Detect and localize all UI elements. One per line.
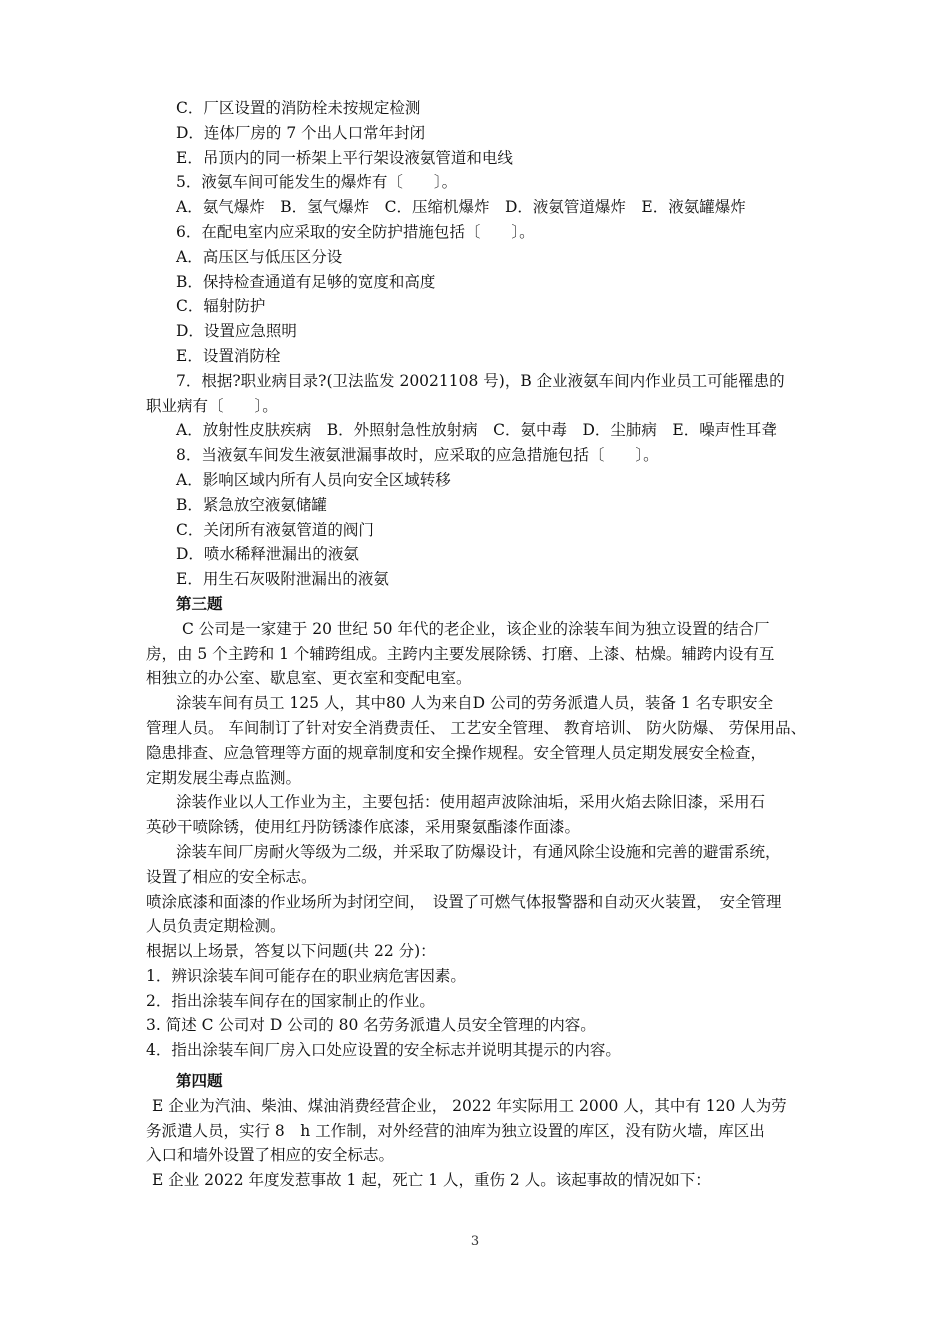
text-line: A．高压区与低压区分设 [176,247,343,266]
text-line: A．影响区域内所有人员向安全区域转移 [176,470,451,489]
text-line: 涂装车间有员工 125 人，其中80 人为来自D 公司的劳务派遣人员，装备 1 名专职安全 [176,694,774,713]
text-line: 定期发展尘毒点监测。 [146,768,302,787]
section-heading: 第四题 [176,1071,223,1091]
text-line: 人员负责定期检测。 [146,917,286,936]
text-line: E 企业 2022 年度发惹事故 1 起，死亡 1 人，重伤 2 人。该起事故的情况如下： [152,1171,711,1190]
text-line: E．用生石灰吸附泄漏出的液氨 [176,570,389,589]
text-line: 管理人员。 车间制订了针对安全消费责任、 工艺安全管理、 教育培训、 防火防爆、 劳保用品、 [146,718,807,737]
text-line: C．辐射防护 [176,297,266,316]
section-heading: 第三题 [176,593,223,613]
text-line: 涂装作业以人工作业为主，主要包括：使用超声波除油垢，采用火焰去除旧漆，采用石 [176,793,766,812]
text-line: A．氨气爆炸 B．氢气爆炸 C．压缩机爆炸 D．液氨管道爆炸 E．液氨罐爆炸 [176,198,746,217]
text-line: B．紧急放空液氨储罐 [176,495,327,514]
document-body [146,96,814,1193]
text-line: 2．指出涂装车间存在的国家制止的作业。 [146,991,435,1010]
text-line: C 公司是一家建于 20 世纪 50 年代的老企业，该企业的涂装车间为独立设置的结合厂 [182,619,770,638]
text-line: D．连体厂房的 7 个出人口常年封闭 [176,123,426,142]
text-line: 英砂干喷除锈，使用红丹防锈漆作底漆，采用聚氨酯漆作面漆。 [146,818,581,837]
text-line: 设置了相应的安全标志。 [146,867,317,886]
text-line: 入口和墙外设置了相应的安全标志。 [146,1146,395,1165]
text-line: 8．当液氨车间发生液氨泄漏事故时，应采取的应急措施包括〔 〕。 [176,446,659,465]
text-line: 1．辨识涂装车间可能存在的职业病危害因素。 [146,966,466,985]
text-line: B．保持检查通道有足够的宽度和高度 [176,272,436,291]
text-line: 涂装车间厂房耐火等级为二级，并采取了防爆设计，有通风除尘设施和完善的避雷系统， [176,842,781,861]
text-line: C．厂区设置的消防栓未按规定检测 [176,99,421,117]
text-line: D．设置应急照明 [176,322,297,341]
text-line: 相独立的办公室、歇息室、更衣室和变配电室。 [146,669,472,688]
text-line: E．设置消防栓 [176,346,281,365]
text-line: 7．根据?职业病目录?(卫法监发 20021108 号)，B 企业液氨车间内作业员工可能罹患的 [176,371,785,390]
text-line: 房，由 5 个主跨和 1 个辅跨组成。主跨内主要发展除锈、打磨、上漆、枯燥。辅跨内设有互 [146,644,775,663]
text-line: E．吊顶内的同一桥架上平行架设液氨管道和电线 [176,148,513,167]
text-line: A．放射性皮肤疾病 B．外照射急性放射病 C．氨中毒 D．尘肺病 E．噪声性耳聋 [176,421,777,440]
text-line: D．喷水稀释泄漏出的液氨 [176,545,359,564]
text-line: 职业病有〔 〕。 [146,396,278,415]
text-line: 5．液氨车间可能发生的爆炸有〔 〕。 [176,173,458,192]
text-line: 务派遣人员，实行 8 h 工作制，对外经营的油库为独立设置的库区，没有防火墙，库区出 [146,1121,765,1140]
text-line: 4．指出涂装车间厂房入口处应设置的安全标志并说明其提示的内容。 [146,1041,621,1060]
text-line: 喷涂底漆和面漆的作业场所为封闭空间， 设置了可燃气体报警器和自动灭火装置， 安全管理 [146,892,782,911]
text-line: C．关闭所有液氨管道的阀门 [176,520,374,539]
text-line: 3. 简述 C 公司对 D 公司的 80 名劳务派遣人员安全管理的内容。 [146,1016,596,1035]
page-number: 3 [470,1234,480,1249]
text-line: 隐患排查、应急管理等方面的规章制度和安全操作规程。安全管理人员定期发展安全检查， [146,743,767,762]
text-line: E 企业为汽油、柴油、煤油消费经营企业， 2022 年实际用工 2000 人，其中有 120 人为劳 [152,1096,787,1115]
text-line: 根据以上场景，答复以下问题(共 22 分)： [146,942,436,961]
text-line: 6．在配电室内应采取的安全防护措施包括〔 〕。 [176,222,535,241]
